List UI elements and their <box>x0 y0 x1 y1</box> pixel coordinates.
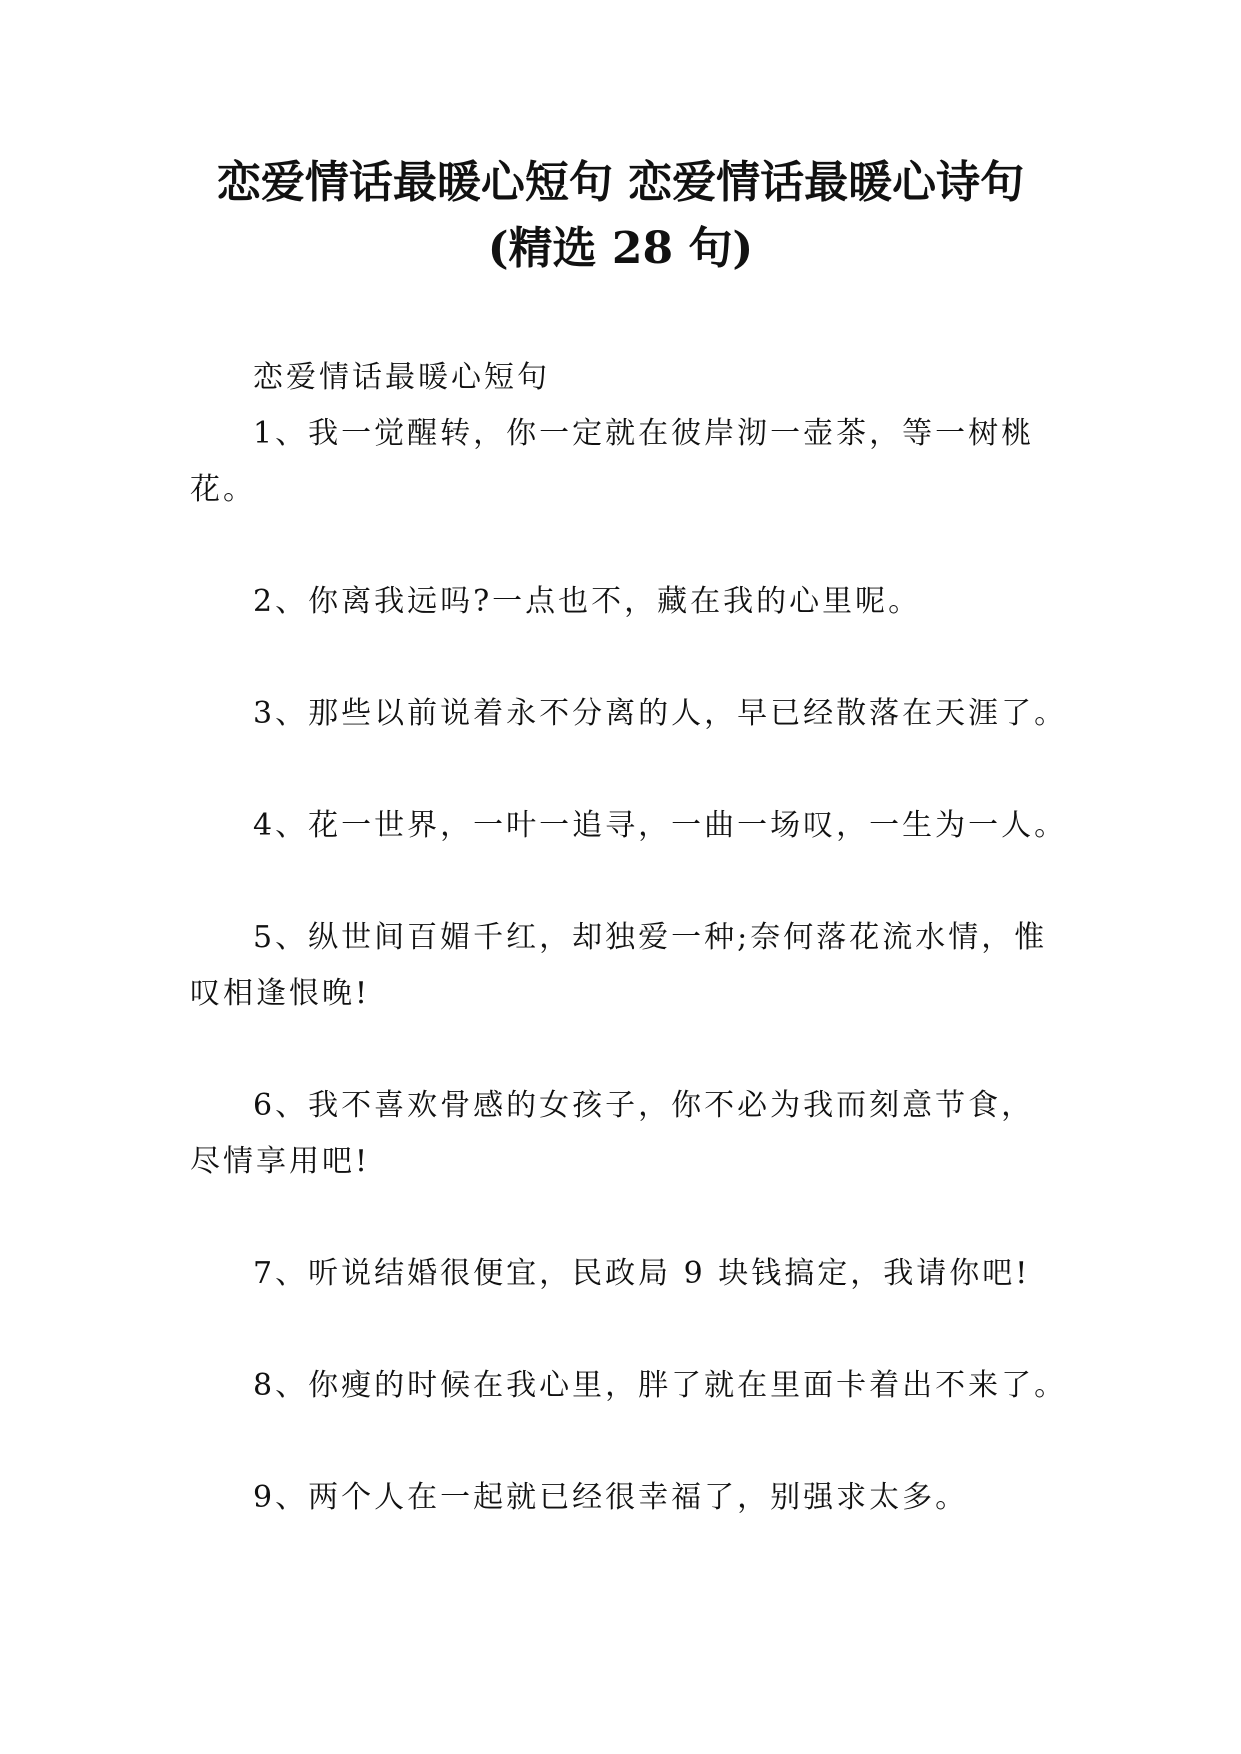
list-item-2: 2、你离我远吗?一点也不，藏在我的心里呢。 <box>253 584 922 619</box>
list-item-3: 3、那些以前说着永不分离的人，早已经散落在天涯了。 <box>253 696 1068 731</box>
list-item-4: 4、花一世界，一叶一追寻，一曲一场叹，一生为一人。 <box>253 808 1068 843</box>
list-item-8: 8、你瘦的时候在我心里，胖了就在里面卡着出不来了。 <box>253 1368 1068 1403</box>
section-heading: 恋爱情话最暖心短句 <box>253 360 550 395</box>
list-item-5-line-1: 5、纵世间百媚千红，却独爱一种;奈何落花流水情，惟 <box>253 920 1048 955</box>
list-item-9: 9、两个人在一起就已经很幸福了，别强求太多。 <box>253 1480 969 1515</box>
page-subtitle: (精选 28 句) <box>487 223 754 274</box>
page-title: 恋爱情话最暖心短句 恋爱情话最暖心诗句 <box>216 157 1025 208</box>
list-item-6-line-2: 尽情享用吧! <box>190 1144 371 1179</box>
list-item-5-line-2: 叹相逢恨晚! <box>190 976 371 1011</box>
list-item-6-line-1: 6、我不喜欢骨感的女孩子，你不必为我而刻意节食， <box>253 1088 1035 1123</box>
list-item-1-line-2: 花。 <box>190 472 256 507</box>
list-item-1-line-1: 1、我一觉醒转，你一定就在彼岸沏一壶茶，等一树桃 <box>253 416 1035 451</box>
list-item-7: 7、听说结婚很便宜，民政局 9 块钱搞定，我请你吧! <box>253 1256 1031 1291</box>
